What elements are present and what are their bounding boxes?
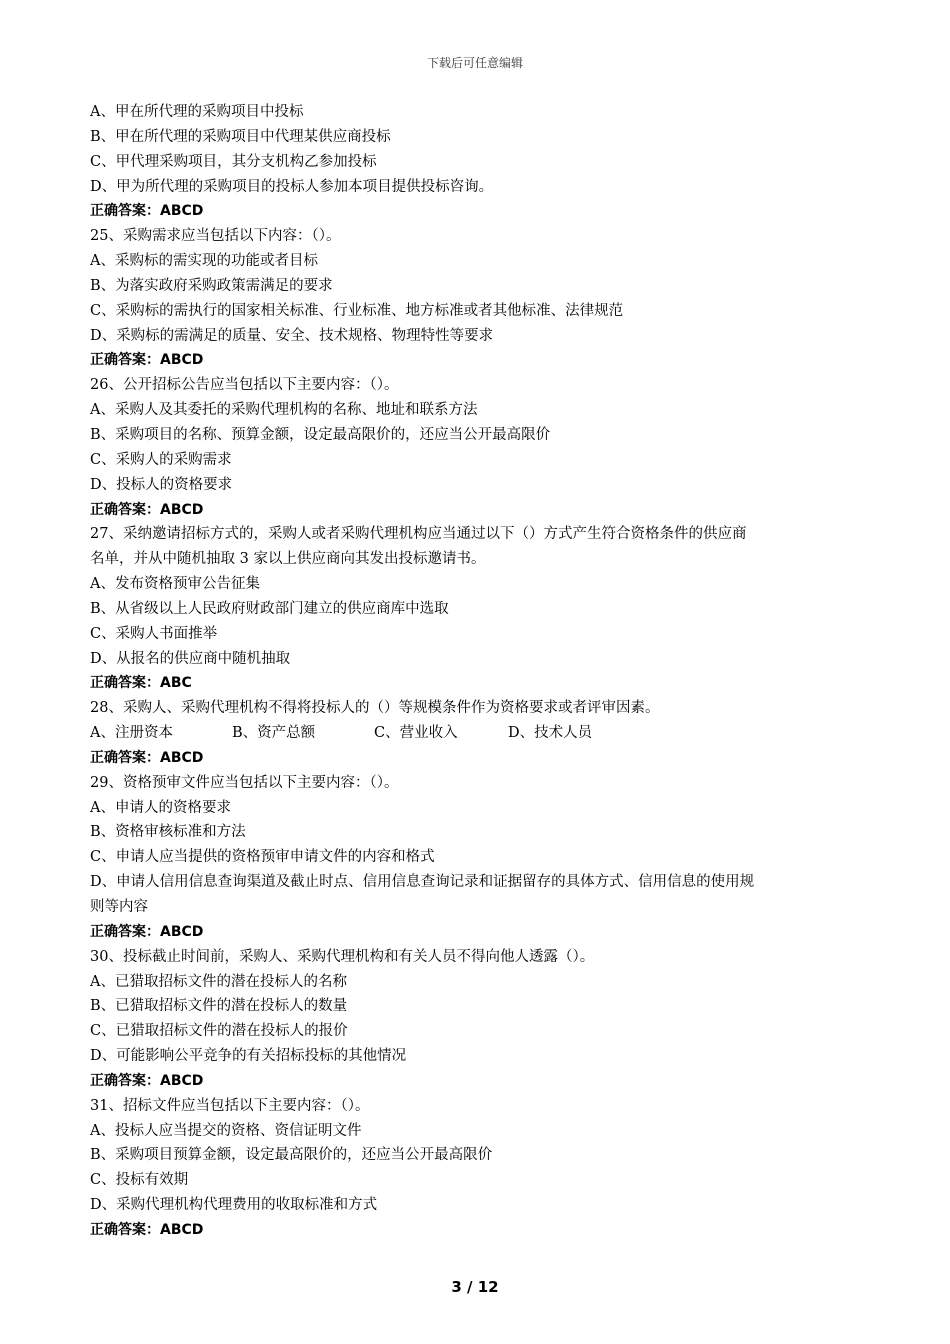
question-line: 26、公开招标公告应当包括以下主要内容：（）。 bbox=[90, 377, 399, 394]
option-line: D、可能影响公平竞争的有关招标投标的其他情况 bbox=[90, 1048, 407, 1065]
option-line: D、申请人信用信息查询渠道及截止时点、信用信息查询记录和证据留存的具体方式、信用信息的使用规 bbox=[90, 874, 755, 891]
option-line: C、申请人应当提供的资格预审申请文件的内容和格式 bbox=[90, 849, 435, 866]
option-a: A、注册资本 bbox=[90, 725, 173, 742]
option-line: B、已猎取招标文件的潜在投标人的数量 bbox=[90, 998, 348, 1015]
answer-line: 正确答案：ABCD bbox=[90, 1072, 204, 1089]
answer-line: 正确答案：ABCD bbox=[90, 352, 204, 369]
option-line: B、甲在所代理的采购项目中代理某供应商投标 bbox=[90, 128, 391, 145]
question-line: 31、招标文件应当包括以下主要内容：（）。 bbox=[90, 1097, 370, 1114]
question-line: 29、资格预审文件应当包括以下主要内容：（）。 bbox=[90, 774, 399, 791]
option-line: D、甲为所代理的采购项目的投标人参加本项目提供投标咨询。 bbox=[90, 178, 494, 195]
question-line: 28、采购人、采购代理机构不得将投标人的（）等规模条件作为资格要求或者评审因素。 bbox=[90, 700, 660, 717]
question-line: 30、投标截止时间前，采购人、采购代理机构和有关人员不得向他人透露（）。 bbox=[90, 948, 595, 965]
option-line: B、采购项目的名称、预算金额，设定最高限价的，还应当公开最高限价 bbox=[90, 426, 551, 443]
option-line: A、申请人的资格要求 bbox=[90, 799, 231, 816]
option-line: B、从省级以上人民政府财政部门建立的供应商库中选取 bbox=[90, 600, 449, 617]
option-line: A、投标人应当提交的资格、资信证明文件 bbox=[90, 1122, 362, 1139]
option-line: A、采购标的需实现的功能或者目标 bbox=[90, 253, 318, 270]
option-line: A、采购人及其委托的采购代理机构的名称、地址和联系方法 bbox=[90, 402, 478, 419]
option-line: C、采购人的采购需求 bbox=[90, 451, 232, 468]
question-line: 27、采纳邀请招标方式的，采购人或者采购代理机构应当通过以下（）方式产生符合资格条件的供应商 bbox=[90, 526, 747, 543]
option-line: D、从报名的供应商中随机抽取 bbox=[90, 650, 291, 667]
inline-options-row bbox=[90, 721, 860, 746]
option-line: A、甲在所代理的采购项目中投标 bbox=[90, 104, 304, 120]
option-line: D、投标人的资格要求 bbox=[90, 476, 233, 493]
answer-line: 正确答案：ABCD bbox=[90, 749, 204, 766]
answer-line: 正确答案：ABCD bbox=[90, 1221, 204, 1238]
answer-line: 正确答案：ABC bbox=[90, 675, 192, 692]
option-line: C、甲代理采购项目，其分支机构乙参加投标 bbox=[90, 153, 377, 170]
option-line: B、采购项目预算金额，设定最高限价的，还应当公开最高限价 bbox=[90, 1147, 493, 1164]
option-c: C、营业收入 bbox=[374, 725, 458, 742]
question-line-continued: 名单，并从中随机抽取 3 家以上供应商向其发出投标邀请书。 bbox=[90, 551, 486, 568]
option-line: B、为落实政府采购政策需满足的要求 bbox=[90, 277, 333, 294]
document-body bbox=[90, 100, 860, 1243]
answer-line: 正确答案：ABCD bbox=[90, 203, 204, 220]
option-line: D、采购标的需满足的质量、安全、技术规格、物理特性等要求 bbox=[90, 327, 494, 344]
option-line: B、资格审核标准和方法 bbox=[90, 824, 246, 841]
question-line: 25、采购需求应当包括以下内容：（）。 bbox=[90, 228, 341, 245]
option-b: B、资产总额 bbox=[232, 725, 316, 742]
option-line: C、投标有效期 bbox=[90, 1172, 189, 1189]
page-number: 3 / 12 bbox=[451, 1278, 499, 1296]
answer-line: 正确答案：ABCD bbox=[90, 501, 204, 518]
option-line: C、采购人书面推举 bbox=[90, 625, 218, 642]
option-line-continued: 则等内容 bbox=[90, 899, 148, 915]
answer-line: 正确答案：ABCD bbox=[90, 923, 204, 940]
option-line: C、采购标的需执行的国家相关标准、行业标准、地方标准或者其他标准、法律规范 bbox=[90, 302, 624, 319]
page-header: 下载后可任意编辑 bbox=[426, 56, 523, 70]
option-line: A、发布资格预审公告征集 bbox=[90, 576, 260, 593]
option-line: A、已猎取招标文件的潜在投标人的名称 bbox=[90, 973, 347, 990]
option-line: C、已猎取招标文件的潜在投标人的报价 bbox=[90, 1023, 348, 1040]
option-d: D、技术人员 bbox=[508, 725, 593, 742]
option-line: D、采购代理机构代理费用的收取标准和方式 bbox=[90, 1197, 378, 1214]
